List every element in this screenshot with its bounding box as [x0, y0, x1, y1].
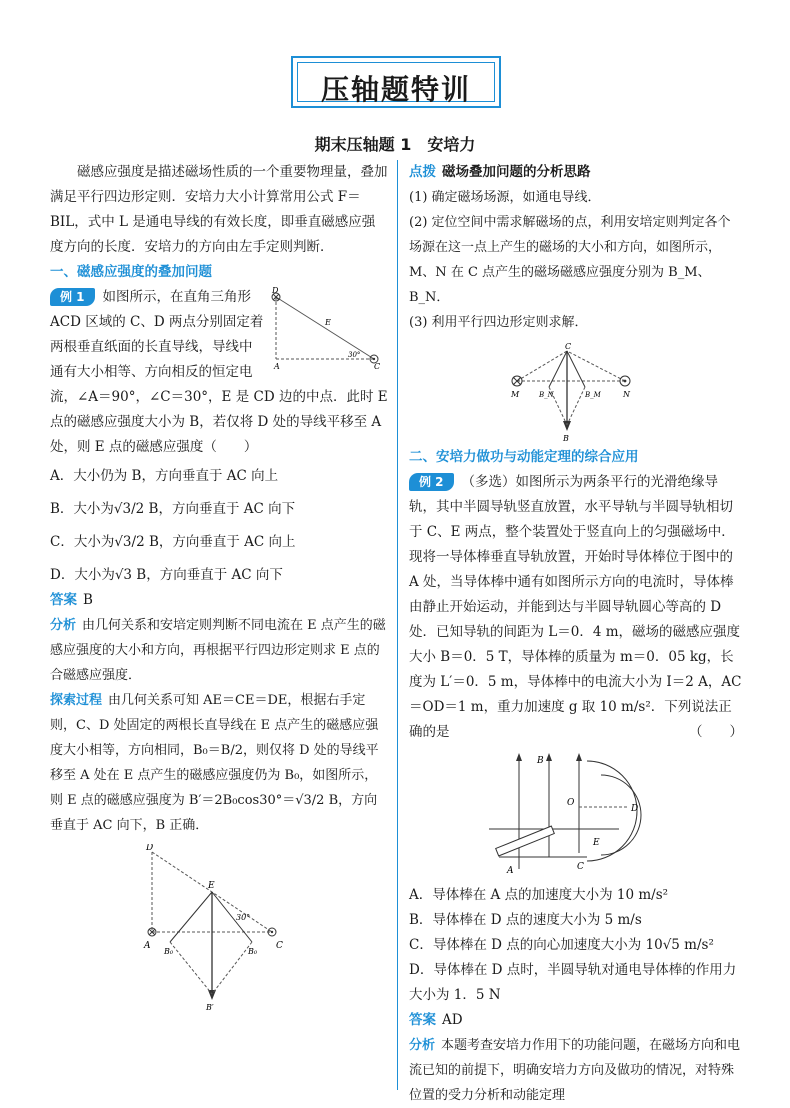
- fig2-label-a: A: [144, 941, 151, 951]
- intro-paragraph: 磁感应强度是描述磁场性质的一个重要物理量，叠加满足平行四边形定则．安培力大小计算常用公式 F＝BIL，式中 L 是通电导线的有效长度，即垂直磁感应强度方向的长度．安培力的方向由左手定则判断．: [50, 164, 388, 255]
- fig4-label-o: O: [567, 798, 575, 808]
- ex1-analysis: 由几何关系和安培定则判断不同电流在 E 点产生的磁感应强度的大小和方向，再根据平行四边形定则求 E 点的合磁感应强度．: [50, 618, 386, 683]
- ex1-option-b: B．大小为√3/2 B，方向垂直于 AC 向下: [50, 501, 296, 517]
- fig1-label-a: A: [274, 362, 280, 369]
- fig3-label-n: N: [623, 390, 630, 399]
- mn-vector-figure: [505, 341, 645, 441]
- fig2-label-d: D: [146, 844, 154, 853]
- fig4-label-c: C: [577, 862, 584, 872]
- ex1-answer: B: [83, 592, 93, 608]
- ex2-analysis: 本题考查安培力作用下的功能问题，在磁场方向和电流已知的前提下，明确安培力方向及做功的情况，对特殊位置的受力分析和动能定理: [409, 1038, 741, 1103]
- page-title: 压轴题特训: [320, 73, 471, 106]
- section-heading-1: 一、磁感应强度的叠加问题: [50, 264, 212, 280]
- example-2-badge: 例 2: [409, 473, 454, 491]
- ex1-option-c: C．大小为√3/2 B，方向垂直于 AC 向上: [50, 534, 296, 550]
- ex1-option-a: A．大小仍为 B，方向垂直于 AC 向上: [50, 468, 279, 484]
- fig3-label-bm: B_M: [585, 391, 601, 399]
- example-2-text: （多选）如图所示为两条平行的光滑绝缘导轨，其中半圆导轨竖直放置，水平导轨与半圆导轨相切于 C、E 两点，整个装置处于竖直向上的匀强磁场中．现将一导体棒垂直导轨放置，开始时导体棒位于图中的 A 处，当导体棒中通有如图所示方向的电流时，导体棒由静止开始运动，并能到达与半圆导轨圆心等高的 D 处．已知导轨的间距为 L＝0．4 m，磁场的磁感应强度大小 B＝0．5 T，导体棒的质量为 m＝0．05 kg，长度为 L′＝0．5 m，导体棒中的电流大小为 I＝2 A，AC＝OD＝1 m，重力加速度 g 取 10 m/s²．下列说法正确的是: [409, 474, 742, 740]
- vector-figure-left: [140, 844, 300, 1014]
- example-1: [50, 285, 388, 460]
- fig3-label-m: M: [511, 390, 520, 399]
- fig2-label-b0-left: B₀: [164, 947, 174, 956]
- ex1-analysis-label: 分析: [50, 618, 77, 633]
- ex1-option-d: D．大小为√3 B，方向垂直于 AC 向下: [50, 567, 283, 583]
- fig3-label-c: C: [565, 342, 572, 351]
- left-column: [50, 160, 388, 1014]
- fig4-label-d: D: [631, 804, 639, 814]
- tip-step-3: (3) 利用平行四边形定则求解．: [409, 315, 588, 330]
- ex2-option-b: B．导体棒在 D 点的速度大小为 5 m/s: [409, 912, 642, 928]
- tip-step-1: (1) 确定磁场场源，如通电导线．: [409, 190, 601, 205]
- title-box: [291, 56, 501, 108]
- triangle-figure-1: [270, 287, 388, 369]
- section-subtitle: 期末压轴题 1 安培力: [314, 135, 476, 154]
- fig1-label-e: E: [325, 318, 331, 327]
- rail-figure: [489, 749, 709, 879]
- ex2-option-d: D．导体棒在 D 点时，半圆导轨对通电导体棒的作用力大小为 1．5 N: [409, 962, 737, 1003]
- ex2-option-a: A．导体棒在 A 点的加速度大小为 10 m/s²: [409, 887, 669, 903]
- fig3-label-bn: B_N: [539, 391, 554, 399]
- fig2-label-angle: 30°: [236, 913, 251, 922]
- fig4-label-a: A: [507, 866, 514, 876]
- ex1-answer-label: 答案: [50, 592, 77, 608]
- section-heading-2: 二、安培力做功与动能定理的综合应用: [409, 449, 639, 465]
- ex2-answer: AD: [442, 1012, 463, 1028]
- fig2-label-b0-right: B₀: [248, 947, 258, 956]
- fig4-label-e: E: [593, 838, 600, 848]
- example-2-paren: （ ）: [689, 724, 743, 740]
- ex2-option-c: C．导体棒在 D 点的向心加速度大小为 10√5 m/s²: [409, 937, 714, 953]
- ex2-answer-label: 答案: [409, 1012, 436, 1028]
- fig1-label-c: C: [374, 362, 381, 369]
- example-1-badge: 例 1: [50, 288, 95, 306]
- fig2-label-c: C: [276, 941, 283, 951]
- fig1-label-angle: 30°: [348, 351, 361, 359]
- fig2-label-bprime: B′: [206, 1003, 214, 1012]
- fig2-label-e: E: [208, 881, 215, 891]
- ex1-process-label: 探索过程: [50, 693, 103, 708]
- fig1-label-d: D: [272, 287, 279, 295]
- example-1-text: 如图所示，在直角三角形 ACD 区域的 C、D 两点分别固定着两根垂直纸面的长直导线，导线中通有大小相等、方向相反的恒定电流，∠A＝90°，∠C＝30°，E 是 CD 边的中点．此时 E 点的磁感应强度大小为 B，若仅将 D 处的导线平移至 A 处，则 E 点的磁感应强度（ ）: [50, 289, 388, 455]
- ex2-analysis-label: 分析: [409, 1038, 436, 1053]
- tip-label: 点拨: [409, 164, 436, 180]
- fig3-label-b: B: [563, 434, 569, 441]
- tip-step-2: (2) 定位空间中需求解磁场的点，利用安培定则判定各个场源在这一点上产生的磁场的大小和方向，如图所示，M、N 在 C 点产生的磁场磁感应强度分别为 B_M、B_N．: [409, 215, 731, 305]
- ex1-process: 由几何关系可知 AE＝CE＝DE，根据右手定则，C、D 处固定的两根长直导线在 E 点产生的磁感应强度大小相等，方向相同，B₀＝B/2，则仅将 D 处的导线平移至 A 处在 E 点产生的磁感应强度仍为 B₀，如图所示，则 E 点的磁感应强度为 B′＝2B₀cos30°＝√3/2 B，方向垂直于 AC 向下，B 正确．: [50, 693, 379, 833]
- column-divider: [397, 160, 398, 1090]
- fig4-label-b: B: [537, 756, 544, 766]
- tip-title: 磁场叠加问题的分析思路: [442, 164, 591, 180]
- right-column: [409, 160, 743, 1108]
